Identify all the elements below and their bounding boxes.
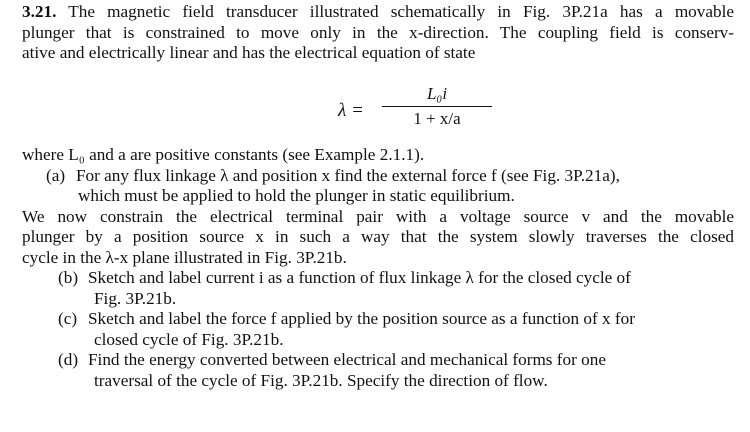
fraction-bar [382,106,492,107]
constraint-line-2: plunger by a position source x in such a way that the system slowly traverses the closed [22,227,734,246]
equation-fraction [382,83,492,130]
part-d-line-2: traversal of the cycle of Fig. 3P.21b. Specify the direction of flow. [94,370,548,390]
part-a-line-2: which must be applied to hold the plunger in static equilibrium. [78,186,515,205]
equation-denominator: 1 + x/a [413,109,461,128]
equation-numerator: L₀i [426,84,448,103]
equation-lhs: λ = [338,100,364,121]
problem-text [22,2,734,64]
part-a-line-1: (a) For any flux linkage λ and position x find the external force f (see Fig. 3P.21a), [46,165,620,185]
constraint-line-3: cycle in the λ-x plane illustrated in Fig. 3P.21b. [22,247,347,267]
part-d-line-1: (d) Find the energy converted between electrical and mechanical forms for one [58,350,606,369]
part-b-line-2: Fig. 3P.21b. [94,288,177,308]
where-line: where L₀ and a are positive constants (see Example 2.1.1). [22,145,425,164]
intro-line-1: 3.21. The magnetic field transducer illustrated schematically in Fig. 3P.21a has a movable [22,2,735,21]
part-c-line-2: closed cycle of Fig. 3P.21b. [94,329,284,349]
part-a-label: (a) [46,165,66,185]
part-c-label: (c) [58,309,78,328]
part-d-label: (d) [58,350,79,369]
constraint-line-1: We now constrain the electrical terminal pair with a voltage source v and the movable [22,206,734,226]
intro-line-2: plunger that is constrained to move only in the x-direction. The coupling field is conserv- [22,22,734,42]
part-b-label: (b) [58,268,79,287]
part-b-line-1: (b) Sketch and label current i as a function of flux linkage λ for the closed cycle of [58,268,631,287]
intro-line-3: ative and electrically linear and has the electrical equation of state [22,43,476,62]
problem-number: 3.21. [22,2,57,21]
part-c-line-1: (c) Sketch and label the force f applied by the position source as a function of x for [58,309,635,328]
problem-body [22,145,734,391]
equation-of-state [22,83,734,139]
